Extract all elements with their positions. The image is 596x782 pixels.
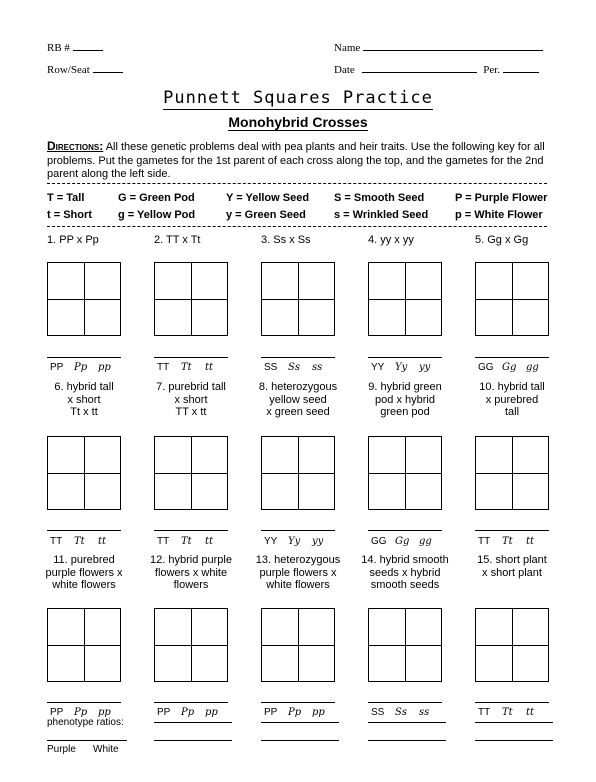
problem-line: seeds x hybrid	[369, 566, 441, 579]
problem-prompt	[34, 554, 134, 592]
genotype-label: Yy	[288, 536, 301, 547]
problem-line: 12. hybrid purple	[150, 554, 232, 566]
punnett-square[interactable]	[261, 436, 335, 510]
problem-prompt	[248, 381, 348, 419]
genotype-label: PP	[50, 707, 64, 718]
problem-line: 9. hybrid green	[368, 381, 442, 393]
genotype-ratio-blanks[interactable]	[475, 522, 549, 531]
key-purple-flower: P = Purple Flower	[455, 192, 548, 204]
per-label: Per.	[483, 64, 501, 76]
problem-number: 9.	[368, 381, 378, 393]
genotype-label: Tt	[74, 536, 85, 547]
problem-number: 10.	[479, 381, 495, 393]
genotype-label: tt	[98, 536, 107, 547]
punnett-divider	[48, 645, 120, 646]
genotype-label: Tt	[502, 536, 513, 547]
problem-line: x green seed	[266, 406, 330, 418]
key-wrinkled-seed: s = Wrinkled Seed	[334, 209, 429, 221]
name-label: Name	[334, 42, 361, 54]
problem-prompt	[141, 554, 241, 592]
problem-line: Tt x tt	[70, 406, 98, 418]
genotype-label: Pp	[288, 707, 302, 718]
key-smooth-seed: S = Smooth Seed	[334, 192, 425, 204]
genotype-label: TT	[157, 362, 170, 373]
phenotype-ratio-blank[interactable]	[475, 722, 553, 723]
genotype-label: SS	[371, 707, 385, 718]
problem-prompt	[47, 234, 157, 247]
problem-number: 7.	[156, 381, 166, 393]
problem-line: 8. heterozygous	[258, 381, 338, 393]
row-seat-field[interactable]	[47, 64, 123, 76]
phenotype-ratio-blank[interactable]	[368, 722, 446, 723]
genotype-label: YY	[264, 536, 278, 547]
key-green-seed: y = Green Seed	[226, 209, 306, 221]
genotype-label: gg	[419, 536, 432, 547]
punnett-square[interactable]	[475, 608, 549, 682]
punnett-square[interactable]	[261, 608, 335, 682]
problem-line: purple flowers x	[259, 566, 337, 579]
punnett-divider	[48, 299, 120, 300]
genotype-label: Pp	[74, 362, 88, 373]
genotype-label: Ss	[395, 707, 407, 718]
rb-label: RB #	[47, 42, 70, 54]
problem-number: 2.	[154, 234, 164, 246]
punnett-square[interactable]	[47, 436, 121, 510]
phenotype-ratio-blank[interactable]	[261, 722, 339, 723]
problem-line: pod x hybrid	[375, 393, 435, 406]
problem-line: TT x tt	[175, 406, 207, 418]
punnett-divider	[476, 299, 548, 300]
key-tall: T = Tall	[47, 192, 85, 204]
problem-line: white flowers	[266, 579, 330, 591]
problem-line: 14. hybrid smooth	[361, 554, 449, 566]
problem-number: 6.	[54, 381, 64, 393]
genotype-label: pp	[312, 707, 325, 718]
genotype-label: GG	[371, 536, 387, 547]
genotype-label: Yy	[395, 362, 408, 373]
problem-line: 10. hybrid tall	[479, 381, 545, 393]
problem-line: 11. purebred	[53, 554, 115, 566]
genotype-ratio-blanks[interactable]	[47, 522, 121, 531]
genotype-label: SS	[264, 362, 278, 373]
problem-line: x purebred	[485, 393, 539, 406]
problem-prompt	[368, 234, 478, 247]
punnett-divider	[369, 473, 441, 474]
genotype-label: Tt	[181, 536, 192, 547]
punnett-square[interactable]	[154, 262, 228, 336]
problem-line: 7. purebrid tall	[156, 381, 226, 393]
key-short: t = Short	[47, 209, 92, 221]
genotype-label: PP	[264, 707, 278, 718]
punnett-divider	[155, 645, 227, 646]
problem-number: 8.	[258, 381, 269, 393]
punnett-square[interactable]	[368, 608, 442, 682]
problem-prompt	[248, 554, 348, 592]
genotype-label: Tt	[502, 707, 513, 718]
page-title: Punnett Squares Practice	[163, 88, 433, 108]
ratio-word-purple: Purple	[47, 744, 76, 755]
genotype-label: Gg	[502, 362, 517, 373]
key-green-pod: G = Green Pod	[118, 192, 195, 204]
genotype-label: PP	[157, 707, 171, 718]
genotype-label: TT	[157, 536, 170, 547]
problem-line: flowers	[173, 579, 209, 591]
problem-line: purple flowers x	[45, 566, 123, 579]
problem-prompt	[355, 381, 455, 419]
punnett-square[interactable]	[154, 608, 228, 682]
genotype-label: tt	[526, 536, 535, 547]
genotype-ratio-blanks[interactable]	[368, 694, 442, 703]
problem-line: green pod	[380, 406, 430, 418]
problem-cross: yy x yy	[380, 234, 414, 246]
genotype-label: Pp	[74, 707, 88, 718]
divider	[47, 226, 547, 227]
key-yellow-pod: g = Yellow Pod	[118, 209, 196, 221]
key-white-flower: p = White Flower	[455, 209, 543, 221]
name-field[interactable]	[334, 42, 543, 54]
problem-number: 15.	[477, 554, 493, 566]
punnett-divider	[262, 645, 334, 646]
key-yellow-seed: Y = Yellow Seed	[226, 192, 310, 204]
row-seat-label: Row/Seat	[47, 64, 90, 76]
genotype-ratio-blanks[interactable]	[47, 694, 121, 703]
problem-prompt	[141, 381, 241, 419]
genotype-ratio-blanks[interactable]	[154, 349, 228, 358]
punnett-divider	[262, 473, 334, 474]
punnett-divider	[476, 473, 548, 474]
phenotype-ratio-blank[interactable]	[368, 740, 446, 741]
problem-cross: TT x Tt	[166, 234, 201, 246]
directions	[47, 140, 547, 182]
problem-cross: PP x Pp	[59, 234, 99, 246]
genotype-label: Pp	[181, 707, 195, 718]
punnett-divider	[262, 299, 334, 300]
punnett-divider	[155, 299, 227, 300]
problem-prompt	[154, 234, 264, 247]
problem-line: flowers x white	[154, 566, 228, 579]
punnett-square[interactable]	[261, 262, 335, 336]
problem-number: 14.	[361, 554, 377, 566]
genotype-label: TT	[478, 536, 491, 547]
problem-number: 4.	[368, 234, 378, 246]
punnett-square[interactable]	[475, 436, 549, 510]
problem-line: x short plant	[482, 566, 542, 579]
genotype-label: Gg	[395, 536, 410, 547]
problem-number: 5.	[475, 234, 485, 246]
genotype-label: pp	[98, 362, 111, 373]
genotype-ratio-blanks[interactable]	[47, 349, 121, 358]
genotype-ratio-blanks[interactable]	[368, 349, 442, 358]
problem-line: white flowers	[52, 579, 116, 591]
genotype-ratio-blanks[interactable]	[475, 349, 549, 358]
problem-number: 1.	[47, 234, 57, 246]
problem-prompt	[355, 554, 455, 592]
problem-line: x short	[174, 393, 208, 406]
genotype-label: yy	[419, 362, 431, 373]
phenotype-ratio-blank[interactable]	[154, 740, 232, 741]
problem-cross: Ss x Ss	[273, 234, 311, 246]
directions-text: All these genetic problems deal with pea plants and heir traits. Use the following key for all problems. Put the gametes for the 1st parent of each cross along the top, and the gametes for the 2nd parent along the left side.	[47, 141, 545, 180]
genotype-label: tt	[205, 536, 214, 547]
phenotype-ratio-blank[interactable]	[261, 740, 339, 741]
page-subtitle: Monohybrid Crosses	[228, 114, 368, 130]
phenotype-ratios-label: phenotype ratios:	[47, 717, 124, 728]
problem-prompt	[261, 234, 371, 247]
genotype-ratio-blanks[interactable]	[261, 694, 335, 703]
genotype-label: PP	[50, 362, 64, 373]
genotype-label: gg	[526, 362, 539, 373]
genotype-label: Ss	[288, 362, 300, 373]
problem-prompt	[462, 554, 562, 579]
date-field[interactable]	[334, 64, 539, 76]
problem-number: 11.	[53, 554, 68, 566]
phenotype-ratio-blank[interactable]	[475, 740, 553, 741]
genotype-ratio-blanks[interactable]	[261, 349, 335, 358]
problem-number: 3.	[261, 234, 271, 246]
punnett-divider	[476, 645, 548, 646]
genotype-label: tt	[526, 707, 535, 718]
directions-lead: Directions:	[47, 139, 104, 153]
problem-line: tall	[504, 406, 520, 418]
problem-line: smooth seeds	[370, 579, 440, 591]
genotype-ratio-blanks[interactable]	[368, 522, 442, 531]
punnett-square[interactable]	[47, 608, 121, 682]
genotype-label: GG	[478, 362, 494, 373]
problem-prompt	[34, 381, 134, 419]
punnett-square[interactable]	[475, 262, 549, 336]
genotype-label: TT	[478, 707, 491, 718]
problem-number: 12.	[150, 554, 166, 566]
genotype-ratio-blanks[interactable]	[154, 522, 228, 531]
genotype-label: ss	[419, 707, 430, 718]
punnett-square[interactable]	[47, 262, 121, 336]
genotype-label: yy	[312, 536, 324, 547]
problem-line: 13. heterozygous	[255, 554, 341, 566]
genotype-label: pp	[98, 707, 111, 718]
genotype-ratio-blanks[interactable]	[154, 694, 228, 703]
ratio-line	[47, 740, 127, 741]
genotype-ratio-blanks[interactable]	[261, 522, 335, 531]
genotype-ratio-blanks[interactable]	[475, 694, 549, 703]
genotype-label: ss	[312, 362, 323, 373]
ratio-word-white: White	[93, 744, 119, 755]
punnett-divider	[155, 473, 227, 474]
problem-number: 13.	[255, 554, 272, 566]
problem-line: yellow seed	[269, 393, 327, 406]
problem-prompt	[475, 234, 585, 247]
genotype-label: TT	[50, 536, 63, 547]
punnett-square[interactable]	[154, 436, 228, 510]
genotype-label: pp	[205, 707, 218, 718]
genotype-label: tt	[205, 362, 214, 373]
punnett-divider	[48, 473, 120, 474]
phenotype-ratio-blank[interactable]	[154, 722, 232, 723]
punnett-square[interactable]	[368, 262, 442, 336]
date-label: Date	[334, 64, 355, 76]
genotype-label: YY	[371, 362, 385, 373]
punnett-square[interactable]	[368, 436, 442, 510]
problem-line: x short	[67, 393, 101, 406]
genotype-label: Tt	[181, 362, 192, 373]
problem-cross: Gg x Gg	[487, 234, 529, 246]
divider	[47, 183, 547, 184]
problem-line: 15. short plant	[477, 554, 547, 566]
punnett-divider	[369, 645, 441, 646]
problem-prompt	[462, 381, 562, 419]
rb-field[interactable]	[47, 42, 103, 54]
problem-line: 6. hybrid tall	[54, 381, 114, 393]
punnett-divider	[369, 299, 441, 300]
